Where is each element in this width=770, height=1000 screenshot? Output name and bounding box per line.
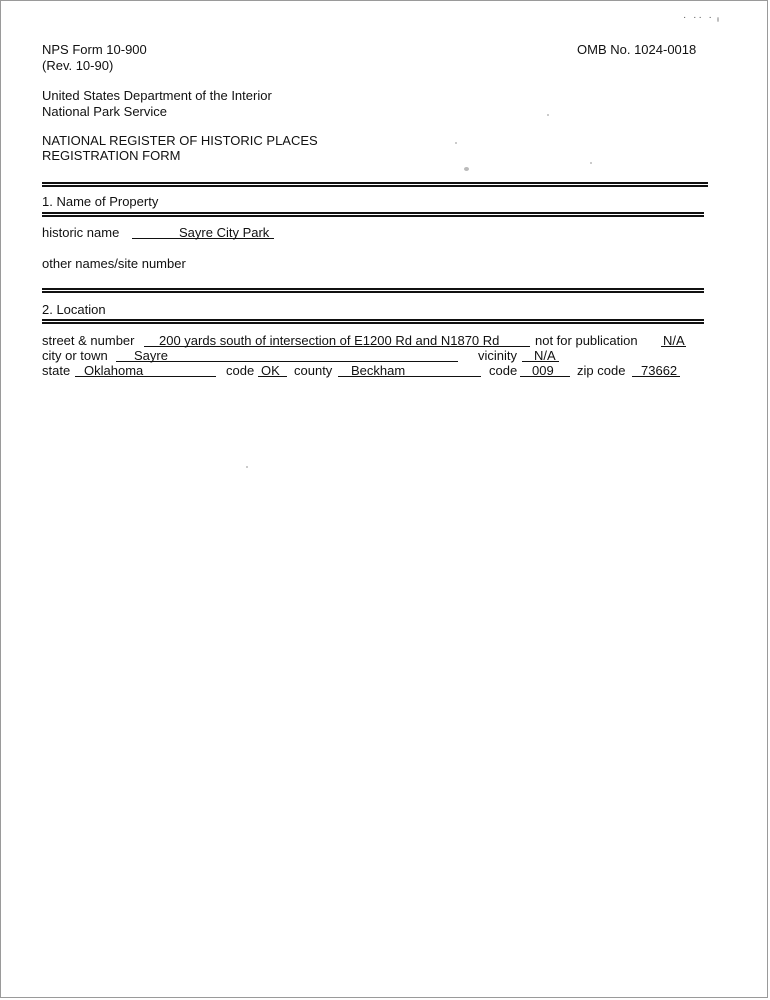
agency-name: National Park Service xyxy=(42,104,167,119)
city-value: Sayre xyxy=(134,348,168,363)
county-code-field xyxy=(520,363,570,377)
vicinity-value: N/A xyxy=(534,348,556,363)
not-for-publication-field xyxy=(661,333,686,347)
not-for-publication-value: N/A xyxy=(663,333,685,348)
county-code-value: 009 xyxy=(532,363,554,378)
section-divider xyxy=(42,319,704,324)
zip-field xyxy=(632,363,680,377)
form-title-line2: REGISTRATION FORM xyxy=(42,148,181,163)
section-divider xyxy=(42,182,708,187)
state-code-value: OK xyxy=(261,363,280,378)
omb-number: OMB No. 1024-0018 xyxy=(577,42,697,57)
scan-speck xyxy=(717,17,719,22)
zip-label: zip code xyxy=(577,363,626,378)
scan-speck xyxy=(464,167,469,171)
county-field xyxy=(338,363,481,377)
section2-heading: 2. Location xyxy=(42,302,106,317)
street-label: street & number xyxy=(42,333,135,348)
form-number: NPS Form 10-900 xyxy=(42,42,147,57)
form-revision: (Rev. 10-90) xyxy=(42,58,114,73)
other-names-label: other names/site number xyxy=(42,256,186,271)
county-value: Beckham xyxy=(351,363,406,378)
historic-name-value: Sayre City Park xyxy=(179,225,270,240)
section-divider xyxy=(42,288,704,293)
section1-heading: 1. Name of Property xyxy=(42,194,159,209)
historic-name-label: historic name xyxy=(42,225,120,240)
scan-speck xyxy=(547,114,549,116)
street-value: 200 yards south of intersection of E1200 Rd and N1870 Rd xyxy=(159,333,500,348)
department-name: United States Department of the Interior xyxy=(42,88,272,103)
state-label: state xyxy=(42,363,71,378)
scan-speck xyxy=(590,162,592,164)
state-code-label: code xyxy=(226,363,255,378)
not-for-publication-label: not for publication xyxy=(535,333,638,348)
form-title-line1: NATIONAL REGISTER OF HISTORIC PLACES xyxy=(42,133,318,148)
state-code-field xyxy=(258,363,287,377)
section-divider xyxy=(42,212,704,217)
city-label: city or town xyxy=(42,348,108,363)
historic-name-field xyxy=(132,225,274,239)
vicinity-label: vicinity xyxy=(478,348,518,363)
street-field xyxy=(144,333,530,347)
vicinity-field xyxy=(522,348,559,362)
county-code-label: code xyxy=(489,363,518,378)
zip-value: 73662 xyxy=(641,363,678,378)
city-field xyxy=(116,348,458,362)
scan-mark: · ·· · xyxy=(683,12,714,23)
county-label: county xyxy=(294,363,333,378)
scan-speck xyxy=(246,466,248,468)
scan-speck xyxy=(455,142,457,144)
state-field xyxy=(75,363,216,377)
state-value: Oklahoma xyxy=(84,363,144,378)
